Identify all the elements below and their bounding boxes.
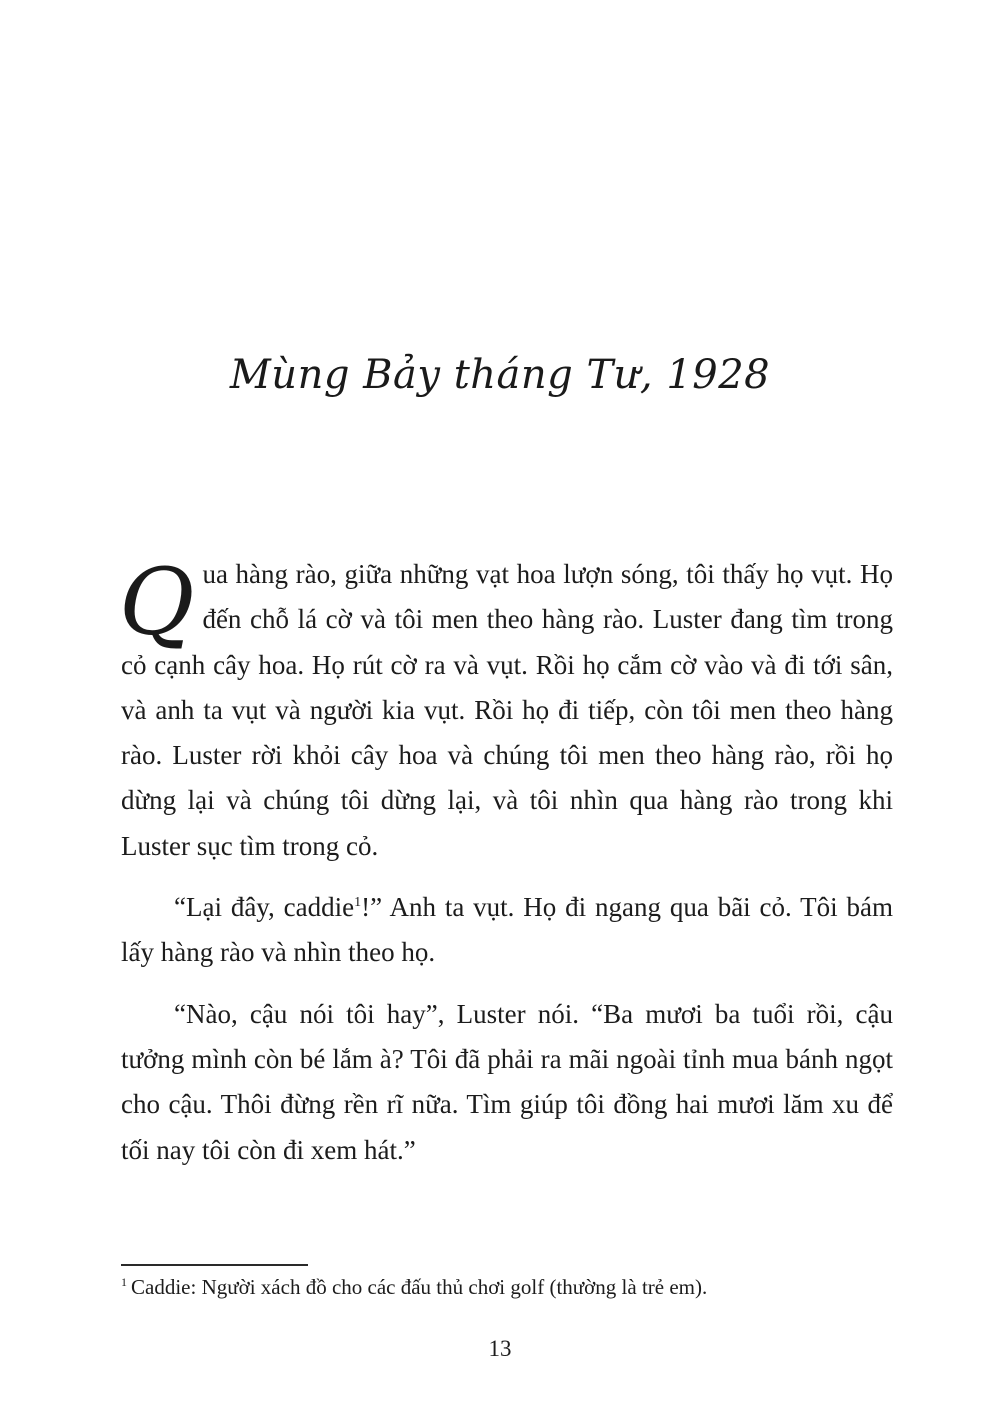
paragraph-1: [119, 549, 893, 869]
footnote-reference: 1: [354, 895, 362, 911]
paragraph-1-text: ua hàng rào, giữa những vạt hoa lượn sóng, tôi thấy họ vụt. Họ đến chỗ lá cờ và tôi men theo hàng rào. Luster đang tìm trong cỏ cạnh cây hoa. Họ rút cờ ra và vụt. Rồi họ cắm cờ vào và đi tới sân, và anh ta vụt và người kia vụt. Rồi họ đi tiếp, còn tôi men theo hàng rào. Luster rời khỏi cây hoa và chúng tôi men theo hàng rào, rồi họ dừng lại và chúng tôi dừng lại, và tôi nhìn qua hàng rào trong khi Luster sục tìm trong cỏ.: [121, 559, 893, 861]
paragraph-2-text-before: “Lại đây, caddie: [174, 892, 355, 923]
chapter-title: Mùng Bảy tháng Tư, 1928: [229, 352, 771, 398]
drop-cap: Q: [119, 549, 195, 656]
footnote: [121, 1273, 901, 1301]
paragraph-2: [121, 885, 893, 976]
footnote-mark: 1: [121, 1275, 127, 1289]
paragraph-3-text: “Nào, cậu nói tôi hay”, Luster nói. “Ba mươi ba tuổi rồi, cậu tưởng mình còn bé lắm à? Tôi đã phải ra mãi ngoài tỉnh mua bánh ngọt cho cậu. Thôi đừng rền rĩ nữa. Tìm giúp tôi đồng hai mươi lăm xu để tối nay tôi còn đi xem hát.”: [121, 998, 893, 1165]
page-number: 13: [488, 1336, 512, 1361]
footnote-text: Caddie: Người xách đồ cho các đấu thủ chơi golf (thường là trẻ em).: [131, 1275, 708, 1299]
footnote-divider: [121, 1264, 308, 1266]
paragraph-2-text-after: !” Anh ta vụt. Họ đi ngang qua bãi cỏ. Tôi bám lấy hàng rào và nhìn theo họ.: [121, 892, 893, 968]
paragraph-3: [121, 992, 893, 1173]
body-text: [119, 549, 893, 1189]
